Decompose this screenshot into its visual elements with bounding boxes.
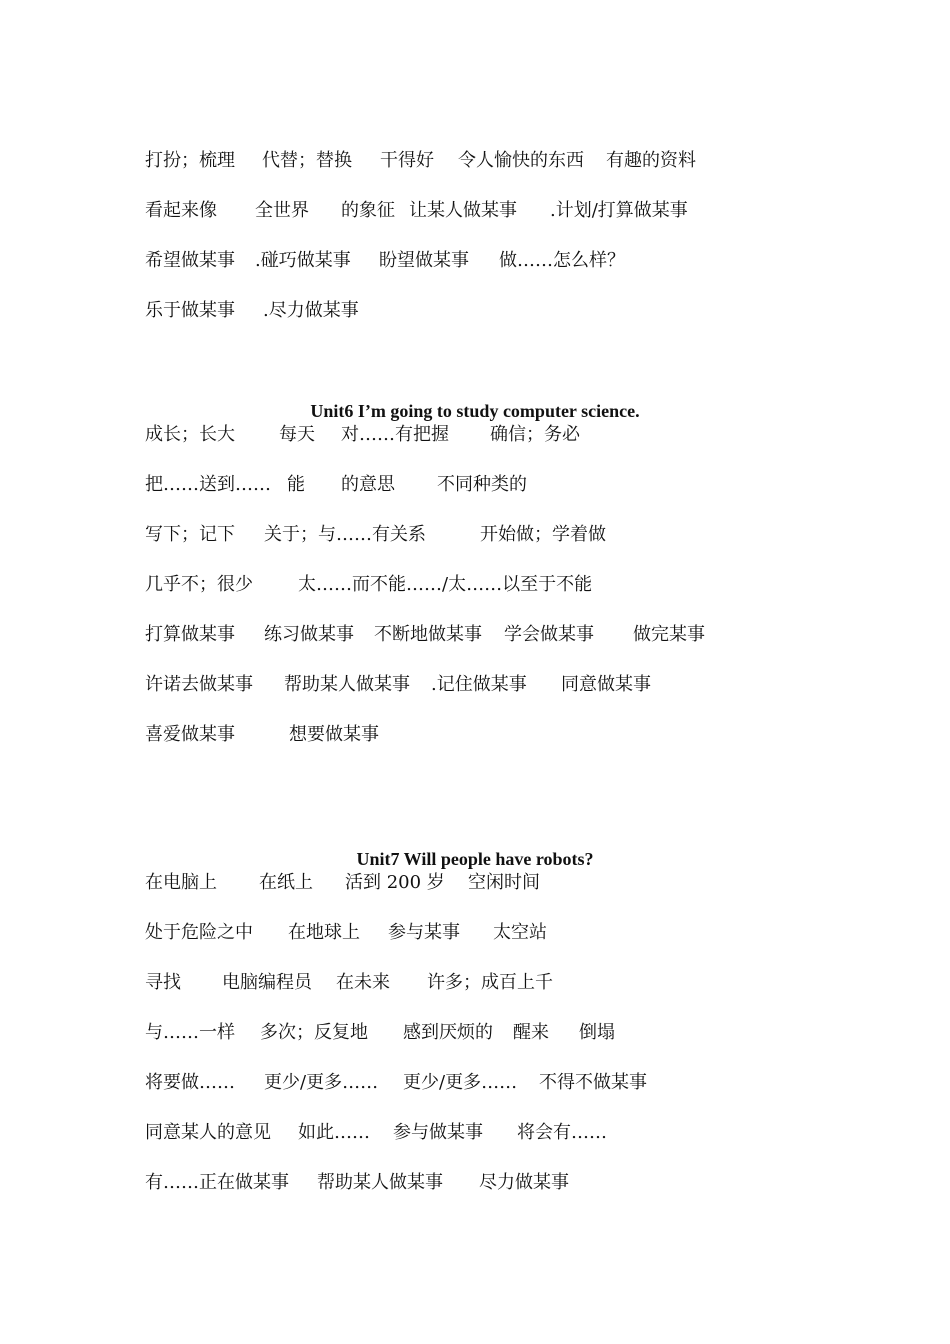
- vocab-item: 将会有……: [517, 1122, 607, 1143]
- vocab-item: 盼望做某事: [379, 250, 469, 271]
- vocab-item: 令人愉快的东西: [458, 150, 584, 171]
- vocab-item: 醒来: [513, 1022, 549, 1043]
- vocab-item: 倒塌: [579, 1022, 615, 1043]
- vocab-item: 将要做……: [145, 1072, 235, 1093]
- vocab-item: 代替；替换: [262, 150, 352, 171]
- vocab-line: [145, 474, 527, 496]
- vocab-item: 在地球上: [288, 922, 360, 943]
- vocab-line: [145, 1022, 615, 1044]
- vocab-item: 有……正在做某事: [145, 1172, 289, 1193]
- vocab-item: .碰巧做某事: [255, 250, 351, 271]
- vocab-item: 在纸上: [259, 872, 313, 893]
- vocab-line: [145, 250, 625, 272]
- vocab-line: [145, 200, 688, 222]
- vocab-item: 学会做某事: [504, 624, 594, 645]
- vocab-item: 干得好: [380, 150, 434, 171]
- vocab-item: 太空站: [493, 922, 547, 943]
- vocab-item: 写下；记下: [145, 524, 235, 545]
- vocab-item: 确信；务必: [490, 424, 580, 445]
- vocab-item: 有趣的资料: [606, 150, 696, 171]
- vocab-item: 多次；反复地: [260, 1022, 368, 1043]
- vocab-item: 如此……: [298, 1122, 370, 1143]
- vocab-item: 参与某事: [388, 922, 460, 943]
- vocab-item: 帮助某人做某事: [284, 674, 410, 695]
- vocab-item: 想要做某事: [289, 724, 379, 745]
- vocab-item: 做……怎么样？: [499, 250, 625, 271]
- vocab-item: 全世界: [255, 200, 309, 221]
- vocab-item: 在电脑上: [145, 872, 217, 893]
- unit7-heading: Unit7 Will people have robots?: [356, 849, 594, 869]
- vocab-item: 空闲时间: [468, 872, 540, 893]
- vocab-item: 不得不做某事: [539, 1072, 647, 1093]
- vocab-line: [145, 1122, 607, 1144]
- vocab-item: .尽力做某事: [263, 300, 359, 321]
- vocab-item: 关于；与……有关系: [264, 524, 426, 545]
- vocab-item: 更少/更多……: [264, 1072, 379, 1093]
- vocab-line: [145, 424, 580, 446]
- vocab-line: [145, 574, 592, 596]
- vocab-item: 乐于做某事: [145, 300, 235, 321]
- vocab-item: 的意思: [341, 474, 395, 495]
- vocab-item: 每天: [279, 424, 315, 445]
- vocab-item: 同意做某事: [561, 674, 651, 695]
- vocab-item: 参与做某事: [393, 1122, 483, 1143]
- vocab-item: .计划/打算做某事: [550, 200, 688, 221]
- vocab-item: 太……而不能……/太……以至于不能: [298, 574, 593, 595]
- vocab-item: 让某人做某事: [409, 200, 517, 221]
- vocab-item: 看起来像: [145, 200, 217, 221]
- vocab-line: [145, 300, 359, 322]
- vocab-item: 做完某事: [633, 624, 705, 645]
- vocab-item: 开始做；学着做: [480, 524, 606, 545]
- vocab-line: [145, 1072, 647, 1094]
- vocab-line: [145, 674, 651, 696]
- vocab-item: 对……有把握: [341, 424, 449, 445]
- vocab-item: 打扮；梳理: [145, 150, 235, 171]
- vocab-item: 希望做某事: [145, 250, 235, 271]
- vocab-item: 把……送到……: [145, 474, 271, 495]
- vocab-item: 成长；长大: [145, 424, 235, 445]
- vocab-item: 帮助某人做某事: [317, 1172, 443, 1193]
- vocab-item: 寻找: [145, 972, 181, 993]
- vocab-line: [145, 972, 553, 994]
- vocab-line: [145, 524, 606, 546]
- vocab-item: 练习做某事: [264, 624, 354, 645]
- vocab-item: 不断地做某事: [374, 624, 482, 645]
- vocab-item: 能: [287, 474, 305, 495]
- vocab-item: 不同种类的: [437, 474, 527, 495]
- vocab-item: 几乎不；很少: [145, 574, 253, 595]
- vocab-item: 喜爱做某事: [145, 724, 235, 745]
- vocab-line: [145, 624, 705, 646]
- vocab-item: .记住做某事: [431, 674, 527, 695]
- vocab-line: [145, 922, 547, 944]
- vocab-line: [145, 724, 379, 746]
- vocab-line: [145, 1172, 569, 1194]
- vocab-item: 感到厌烦的: [403, 1022, 493, 1043]
- vocab-item: 处于危险之中: [145, 922, 253, 943]
- vocab-item: 在未来: [336, 972, 390, 993]
- vocab-item: 同意某人的意见: [145, 1122, 271, 1143]
- vocab-item: 许诺去做某事: [145, 674, 253, 695]
- vocab-item: 尽力做某事: [479, 1172, 569, 1193]
- vocab-item: 与……一样: [145, 1022, 235, 1043]
- unit6-heading: Unit6 I’m going to study computer science.: [310, 401, 640, 421]
- vocab-item: 的象征: [341, 200, 395, 221]
- vocab-item: 电脑编程员: [222, 972, 312, 993]
- vocab-line: [145, 872, 540, 894]
- vocab-line: [145, 150, 696, 172]
- vocab-item: 打算做某事: [145, 624, 235, 645]
- vocab-item: 许多；成百上千: [427, 972, 553, 993]
- vocab-item: 活到 200 岁: [345, 872, 445, 893]
- vocab-item: 更少/更多……: [403, 1072, 518, 1093]
